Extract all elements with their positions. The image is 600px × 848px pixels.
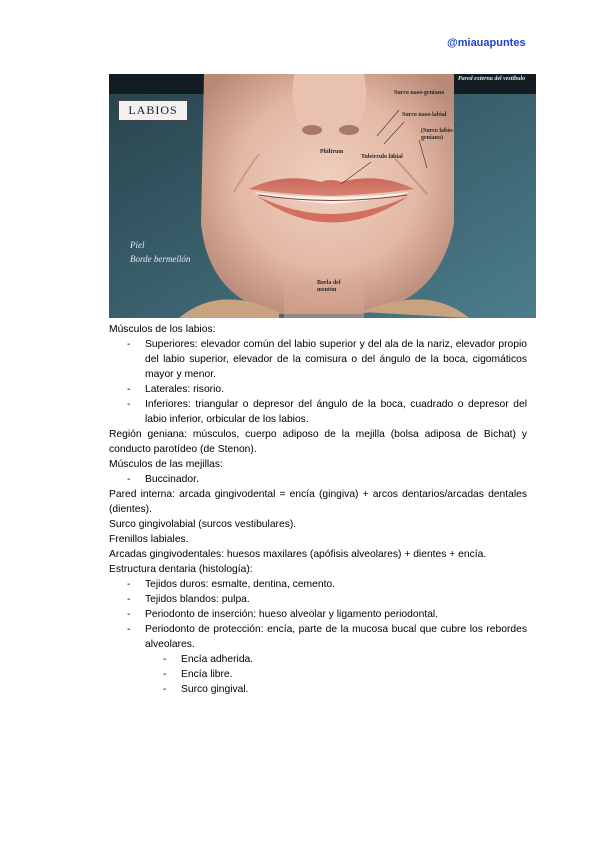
list-item [109,382,527,397]
labios-label-box [118,100,188,121]
subitem-encia-libre: Encía libre. [181,669,233,680]
dash: - [127,384,131,395]
list-item [109,397,527,427]
list-item [109,337,527,382]
labios-label: LABIOS [128,103,178,117]
subitem-encia-adherida: Encía adherida. [181,654,254,665]
dash: - [127,624,131,635]
item-periodonto-insercion: Periodonto de inserción: hueso alveolar y ligamento periodontal. [145,609,439,620]
label-borde-bermellon: Borde bermellón [130,254,191,264]
item-laterales: Laterales: risorio. [145,384,224,395]
heading-musculos-mejillas: Músculos de las mejillas: [109,459,223,470]
item-tejidos-blandos: Tejidos blandos: pulpa. [145,594,250,605]
sub-list-item [109,652,527,667]
dash: - [127,474,131,485]
caption-pared-externa: Pared externa del vestíbulo [458,76,526,82]
para-frenillos: Frenillos labiales. [109,534,189,545]
item-buccinador: Buccinador. [145,474,199,485]
list-item [109,607,527,622]
label-philtrum: Philtrum [320,149,344,155]
dash: - [127,339,131,350]
subitem-surco-gingival: Surco gingival. [181,684,249,695]
para-pared-interna: Pared interna: arcada gingivodental = encía (gingiva) + arcos dentarios/arcadas dentales (dientes). [109,489,527,515]
list-item [109,577,527,592]
dash: - [127,594,131,605]
item-tejidos-duros: Tejidos duros: esmalte, dentina, cemento. [145,579,336,590]
label-tuberculo-labial: Tubérculo labial [361,154,403,160]
heading-estructura-dentaria: Estructura dentaria (histología): [109,564,253,575]
label-borla-menton: Borla del mentón [317,280,341,293]
item-superiores: Superiores: elevador común del labio superior y del ala de la nariz, elevador propio del labio superior, elevador de la comisura o del ángulo de la boca, cigomáticos mayor y menor. [145,339,527,380]
heading-musculos-labios: Músculos de los labios: [109,324,216,335]
notes-body [109,322,527,697]
list-item [109,622,527,652]
para-surco-gingivolabial: Surco gingivolabial (surcos vestibulares). [109,519,297,530]
lips-anatomy-photo [109,74,536,318]
sub-list-item [109,682,527,697]
dash: - [127,579,131,590]
label-surco-nasogeniano: Surco naso-geniano [394,90,445,96]
para-arcadas: Arcadas gingivodentales: huesos maxilares (apófisis alveolares) + dientes + encía. [109,549,487,560]
sub-list-item [109,667,527,682]
author-handle: @miauapuntes [447,37,526,49]
dash: - [163,684,167,695]
item-periodonto-proteccion: Periodonto de protección: encía, parte de la mucosa bucal que cubre los rebordes alveolares. [145,624,527,650]
dash: - [127,399,131,410]
label-surco-nasolabial: Surco naso-labial [402,112,447,118]
item-inferiores: Inferiores: triangular o depresor del ángulo de la boca, cuadrado o depresor del labio inferior, orbicular de los labios. [145,399,527,425]
dash: - [163,654,167,665]
label-piel: Piel [130,240,145,250]
label-surco-labiogeniano: (Surco labio-geniano) [421,128,455,141]
dash: - [127,609,131,620]
list-item [109,472,527,487]
list-item [109,592,527,607]
para-region-geniana: Región geniana: músculos, cuerpo adiposo de la mejilla (bolsa adiposa de Bichat) y conducto parotídeo (de Stenon). [109,429,527,455]
dash: - [163,669,167,680]
